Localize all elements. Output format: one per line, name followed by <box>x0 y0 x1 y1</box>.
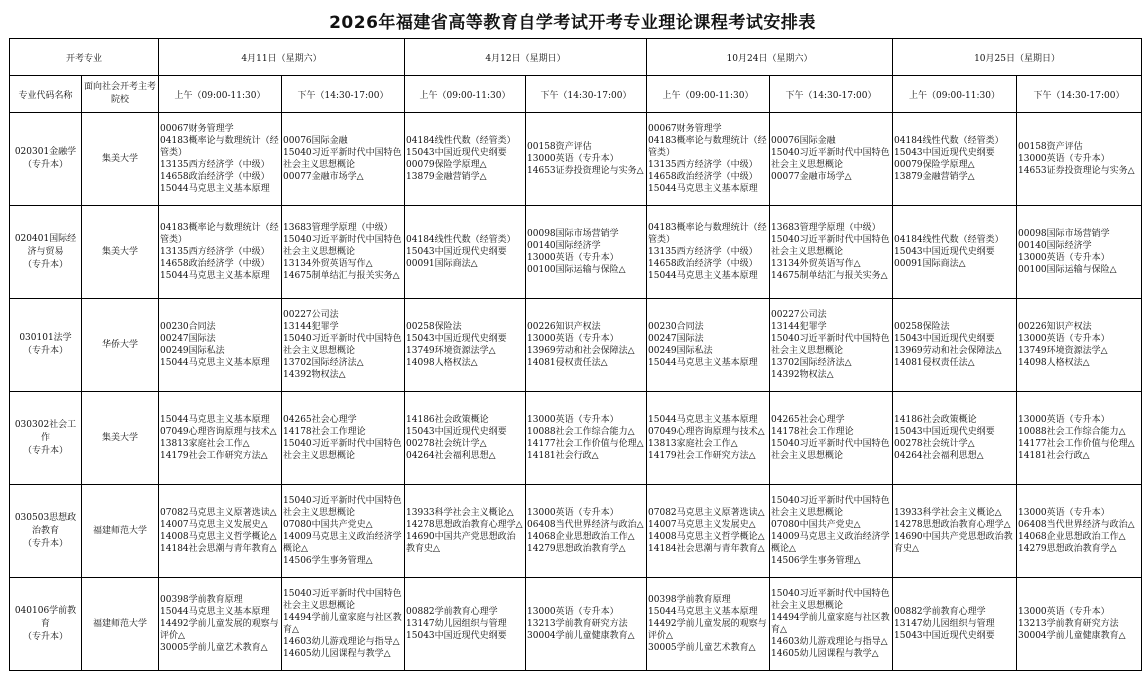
major-cell <box>10 299 82 392</box>
course-slot-cell <box>893 578 1017 671</box>
course-item: 13683管理学原理（中级） <box>283 223 393 233</box>
course-item: 13135西方经济学（中级） <box>160 247 270 257</box>
course-item: 15044马克思主义基本原理 <box>160 358 270 368</box>
course-item: 13933科学社会主义概论△ <box>894 508 1002 518</box>
course-slot-cell <box>405 113 526 206</box>
major-level: （专升本） <box>22 160 68 170</box>
course-slot-cell <box>159 485 282 578</box>
course-item: 13213学前教育研究方法 <box>1018 619 1119 629</box>
course-item: 00247国际法 <box>648 334 704 344</box>
course-item: 14690中国共产党思想政治教育史△ <box>894 532 1013 554</box>
major-cell <box>10 113 82 206</box>
course-item: 13135西方经济学（中级） <box>160 160 270 170</box>
course-item: 13969劳动和社会保障法△ <box>527 346 635 356</box>
course-item: 07049心理咨询原理与技术△ <box>648 427 765 437</box>
course-item: 14179社会工作研究方法△ <box>160 451 268 461</box>
course-item: 04184线性代数（经管类） <box>406 235 516 245</box>
course-item: 13000英语（专升本） <box>527 607 619 617</box>
session-pm-header: 下午（14:30-17:00） <box>770 76 893 113</box>
course-item: 07082马克思主义原著选读△ <box>648 508 765 518</box>
course-item: 14392物权法△ <box>283 370 346 380</box>
course-item: 15040习近平新时代中国特色社会主义思想概论 <box>283 235 402 257</box>
course-item: 00091国际商法△ <box>406 259 478 269</box>
course-item: 14653证券投资理论与实务△ <box>527 166 644 176</box>
course-item: 14506学生事务管理△ <box>283 556 373 566</box>
course-item: 14178社会工作理论 <box>283 427 366 437</box>
course-item: 15040习近平新时代中国特色社会主义思想概论 <box>771 439 890 461</box>
course-item: 13213学前教育研究方法 <box>527 619 628 629</box>
course-item: 00230合同法 <box>160 322 216 332</box>
course-item: 13879金融营销学△ <box>894 172 975 182</box>
course-item: 15044马克思主义基本原理 <box>160 607 270 617</box>
course-item: 00249国际私法 <box>160 346 225 356</box>
course-item: 14181社会行政△ <box>527 451 599 461</box>
course-slot-cell <box>405 206 526 299</box>
course-item: 00278社会统计学△ <box>894 439 975 449</box>
course-item: 14279思想政治教育学△ <box>1018 544 1117 554</box>
course-item: 00098国际市场营销学 <box>527 229 619 239</box>
course-item: 00258保险法 <box>406 322 462 332</box>
course-slot-cell <box>526 206 647 299</box>
course-item: 14081侵权责任法△ <box>527 358 608 368</box>
course-slot-cell <box>647 485 770 578</box>
course-item: 14008马克思主义哲学概论△ <box>648 532 765 542</box>
course-slot-cell <box>770 485 893 578</box>
course-item: 13683管理学原理（中级） <box>771 223 881 233</box>
course-item: 15044马克思主义基本原理 <box>160 271 270 281</box>
course-item: 00226知识产权法 <box>1018 322 1092 332</box>
major-level: （专升本） <box>22 346 68 356</box>
course-item: 10088社会工作综合能力△ <box>1018 427 1126 437</box>
table-row <box>10 206 1142 299</box>
course-item: 00158资产评估 <box>1018 142 1083 152</box>
course-item: 15040习近平新时代中国特色社会主义思想概论 <box>771 148 890 170</box>
course-item: 15040习近平新时代中国特色社会主义思想概论 <box>771 235 890 257</box>
session-pm-header: 下午（14:30-17:00） <box>526 76 647 113</box>
table-row <box>10 485 1142 578</box>
course-item: 00258保险法 <box>894 322 950 332</box>
course-item: 15040习近平新时代中国特色社会主义思想概论 <box>771 334 890 356</box>
course-slot-cell <box>893 113 1017 206</box>
course-item: 14658政治经济学（中级） <box>160 172 270 182</box>
course-slot-cell <box>1017 392 1142 485</box>
course-item: 15043中国近现代史纲要 <box>894 334 995 344</box>
course-slot-cell <box>1017 299 1142 392</box>
major-level: （专升本） <box>22 538 68 549</box>
course-item: 13144犯罪学 <box>283 322 339 332</box>
course-slot-cell <box>159 299 282 392</box>
date-header: 10月24日（星期六） <box>647 39 893 76</box>
course-slot-cell <box>647 578 770 671</box>
course-item: 14675制单结汇与报关实务△ <box>283 271 400 281</box>
course-item: 14392物权法△ <box>771 370 834 380</box>
course-item: 13000英语（专升本） <box>1018 334 1110 344</box>
course-item: 15040习近平新时代中国特色社会主义思想概论 <box>283 496 402 518</box>
course-item: 04184线性代数（经管类） <box>894 136 1004 146</box>
header-row-dates <box>10 39 1142 76</box>
course-item: 00158资产评估 <box>527 142 592 152</box>
course-item: 00227公司法 <box>771 310 827 320</box>
course-item: 07049心理咨询原理与技术△ <box>160 427 277 437</box>
course-item: 14658政治经济学（中级） <box>648 259 758 269</box>
course-item: 15044马克思主义基本原理 <box>160 184 270 194</box>
course-item: 00077金融市场学△ <box>771 172 852 182</box>
course-slot-cell <box>770 392 893 485</box>
course-item: 14605幼儿园课程与教学△ <box>283 649 391 659</box>
session-am-header: 上午（09:00-11:30） <box>647 76 770 113</box>
course-slot-cell <box>770 299 893 392</box>
course-item: 00249国际私法 <box>648 346 713 356</box>
course-item: 13135西方经济学（中级） <box>648 247 758 257</box>
course-item: 13147幼儿园组织与管理 <box>406 619 507 629</box>
course-item: 14007马克思主义发展史△ <box>648 520 756 530</box>
school-cell: 华侨大学 <box>82 299 159 392</box>
course-item: 00067财务管理学 <box>160 124 234 134</box>
table-row <box>10 578 1142 671</box>
course-item: 00076国际金融 <box>771 136 836 146</box>
session-pm-header: 下午（14:30-17:00） <box>1017 76 1142 113</box>
course-item: 15044马克思主义基本原理 <box>648 358 758 368</box>
course-slot-cell <box>282 392 405 485</box>
course-item: 14008马克思主义哲学概论△ <box>160 532 277 542</box>
course-item: 14494学前儿童家庭与社区教育△ <box>283 613 402 635</box>
course-item: 15040习近平新时代中国特色社会主义思想概论 <box>283 589 402 611</box>
course-item: 13000英语（专升本） <box>527 508 619 518</box>
course-slot-cell <box>526 113 647 206</box>
page-title: 2026年福建省高等教育自学考试开考专业理论课程考试安排表 <box>329 13 816 33</box>
course-item: 14098人格权法△ <box>406 358 478 368</box>
course-item: 14494学前儿童家庭与社区教育△ <box>771 613 890 635</box>
school-cell: 集美大学 <box>82 113 159 206</box>
exam-schedule-table <box>9 38 1142 671</box>
course-item: 15040习近平新时代中国特色社会主义思想概论 <box>283 148 402 170</box>
course-item: 07080中国共产党史△ <box>283 520 373 530</box>
course-item: 14653证券投资理论与实务△ <box>1018 166 1135 176</box>
course-item: 13813家庭社会工作△ <box>648 439 738 449</box>
course-slot-cell <box>159 113 282 206</box>
course-slot-cell <box>1017 485 1142 578</box>
course-item: 04265社会心理学 <box>771 415 845 425</box>
date-header: 4月11日（星期六） <box>159 39 405 76</box>
school-cell: 集美大学 <box>82 392 159 485</box>
course-slot-cell <box>159 578 282 671</box>
course-slot-cell <box>893 392 1017 485</box>
course-item: 13135西方经济学（中级） <box>648 160 758 170</box>
course-slot-cell <box>770 578 893 671</box>
major-name: 030302社会工作 <box>14 419 77 443</box>
course-slot-cell <box>159 206 282 299</box>
course-item: 00067财务管理学 <box>648 124 722 134</box>
course-item: 13749环境资源法学△ <box>406 346 496 356</box>
course-item: 14186社会政策概论 <box>406 415 489 425</box>
course-item: 04184线性代数（经管类） <box>406 136 516 146</box>
course-item: 15044马克思主义基本原理 <box>648 607 758 617</box>
major-level: （专升本） <box>22 445 68 456</box>
course-item: 30005学前儿童艺术教育△ <box>648 643 756 653</box>
course-item: 14179社会工作研究方法△ <box>648 451 756 461</box>
course-slot-cell <box>159 392 282 485</box>
major-name: 020301金融学 <box>14 147 77 157</box>
course-slot-cell <box>770 206 893 299</box>
course-slot-cell <box>893 485 1017 578</box>
course-slot-cell <box>282 206 405 299</box>
course-item: 00098国际市场营销学 <box>1018 229 1110 239</box>
course-item: 15044马克思主义基本原理 <box>648 184 758 194</box>
course-item: 15044马克思主义基本原理 <box>648 415 758 425</box>
major-cell <box>10 485 82 578</box>
course-slot-cell <box>282 485 405 578</box>
course-item: 13000英语（专升本） <box>1018 415 1110 425</box>
course-item: 00140国际经济学 <box>1018 241 1092 251</box>
course-item: 13000英语（专升本） <box>527 334 619 344</box>
course-item: 00100国际运输与保险△ <box>527 265 626 275</box>
course-item: 14675制单结汇与报关实务△ <box>771 271 888 281</box>
course-item: 13879金融营销学△ <box>406 172 487 182</box>
course-item: 04264社会福利思想△ <box>894 451 984 461</box>
major-name: 030503思想政治教育 <box>14 512 77 536</box>
course-item: 14658政治经济学（中级） <box>648 172 758 182</box>
major-name: 040106学前教育 <box>14 605 77 629</box>
table-row <box>10 113 1142 206</box>
major-level: （专升本） <box>22 631 68 642</box>
course-item: 13000英语（专升本） <box>1018 607 1110 617</box>
course-item: 00140国际经济学 <box>527 241 601 251</box>
course-item: 14278思想政治教育心理学△ <box>894 520 1011 530</box>
course-item: 15044马克思主义基本原理 <box>648 271 758 281</box>
course-item: 13144犯罪学 <box>771 322 827 332</box>
course-slot-cell <box>1017 578 1142 671</box>
table-row <box>10 299 1142 392</box>
course-slot-cell <box>405 485 526 578</box>
course-slot-cell <box>770 113 893 206</box>
course-item: 13702国际经济法△ <box>771 358 852 368</box>
course-slot-cell <box>526 299 647 392</box>
session-am-header: 上午（09:00-11:30） <box>405 76 526 113</box>
course-slot-cell <box>1017 113 1142 206</box>
course-item: 14186社会政策概论 <box>894 415 977 425</box>
course-item: 15040习近平新时代中国特色社会主义思想概论 <box>283 439 402 461</box>
course-item: 00398学前教育原理 <box>160 595 243 605</box>
course-item: 15044马克思主义基本原理 <box>160 415 270 425</box>
course-item: 15040习近平新时代中国特色社会主义思想概论 <box>283 334 402 356</box>
course-item: 13813家庭社会工作△ <box>160 439 250 449</box>
major-cell <box>10 206 82 299</box>
course-item: 00398学前教育原理 <box>648 595 731 605</box>
major-name: 020401国际经济与贸易 <box>14 233 77 257</box>
course-item: 13147幼儿园组织与管理 <box>894 619 995 629</box>
course-item: 14184社会思潮与青年教育△ <box>160 544 277 554</box>
course-item: 15043中国近现代史纲要 <box>406 247 507 257</box>
session-pm-header: 下午（14:30-17:00） <box>282 76 405 113</box>
course-item: 15043中国近现代史纲要 <box>894 148 995 158</box>
course-item: 15043中国近现代史纲要 <box>894 427 995 437</box>
course-item: 00076国际金融 <box>283 136 348 146</box>
course-slot-cell <box>647 392 770 485</box>
course-item: 14178社会工作理论 <box>771 427 854 437</box>
course-item: 13000英语（专升本） <box>527 253 619 263</box>
course-item: 14492学前儿童发展的观察与评价△ <box>160 619 279 641</box>
course-item: 14184社会思潮与青年教育△ <box>648 544 765 554</box>
course-item: 13000英语（专升本） <box>527 415 619 425</box>
course-item: 15043中国近现代史纲要 <box>894 247 995 257</box>
course-item: 13000英语（专升本） <box>1018 154 1110 164</box>
date-header: 4月12日（星期日） <box>405 39 647 76</box>
course-item: 14177社会工作价值与伦理△ <box>1018 439 1135 449</box>
course-item: 14007马克思主义发展史△ <box>160 520 268 530</box>
course-item: 14279思想政治教育学△ <box>527 544 626 554</box>
course-item: 14177社会工作价值与伦理△ <box>527 439 644 449</box>
course-item: 00226知识产权法 <box>527 322 601 332</box>
course-item: 30005学前儿童艺术教育△ <box>160 643 268 653</box>
course-item: 14278思想政治教育心理学△ <box>406 520 523 530</box>
course-item: 13969劳动和社会保障法△ <box>894 346 1002 356</box>
table-row <box>10 392 1142 485</box>
course-item: 14658政治经济学（中级） <box>160 259 270 269</box>
course-item: 04183概率论与数理统计（经管类） <box>648 136 767 158</box>
major-level: （专升本） <box>22 259 68 270</box>
course-slot-cell <box>282 578 405 671</box>
course-item: 15043中国近现代史纲要 <box>406 631 507 641</box>
course-item: 14603幼儿游戏理论与指导△ <box>283 637 400 647</box>
course-item: 14506学生事务管理△ <box>771 556 861 566</box>
course-item: 00278社会统计学△ <box>406 439 487 449</box>
course-slot-cell <box>647 206 770 299</box>
school-header: 面向社会开考主考院校 <box>82 76 159 113</box>
major-name: 030101法学 <box>19 333 72 343</box>
course-item: 00091国际商法△ <box>894 259 966 269</box>
course-slot-cell <box>405 578 526 671</box>
course-item: 04183概率论与数理统计（经管类） <box>648 223 767 245</box>
course-item: 30004学前儿童健康教育△ <box>1018 631 1126 641</box>
course-slot-cell <box>647 113 770 206</box>
course-item: 04183概率论与数理统计（经管类） <box>160 136 279 158</box>
course-item: 10088社会工作综合能力△ <box>527 427 635 437</box>
course-slot-cell <box>526 485 647 578</box>
course-item: 13702国际经济法△ <box>283 358 364 368</box>
course-slot-cell <box>282 299 405 392</box>
course-item: 07080中国共产党史△ <box>771 520 861 530</box>
course-slot-cell <box>526 392 647 485</box>
course-item: 04264社会福利思想△ <box>406 451 496 461</box>
course-item: 04184线性代数（经管类） <box>894 235 1004 245</box>
school-cell: 集美大学 <box>82 206 159 299</box>
school-cell: 福建师范大学 <box>82 485 159 578</box>
course-item: 00247国际法 <box>160 334 216 344</box>
course-item: 15043中国近现代史纲要 <box>406 427 507 437</box>
course-slot-cell <box>526 578 647 671</box>
course-item: 00079保险学原理△ <box>406 160 487 170</box>
course-slot-cell <box>405 392 526 485</box>
course-slot-cell <box>893 206 1017 299</box>
major-code-name-header: 专业代码名称 <box>10 76 82 113</box>
course-item: 00100国际运输与保险△ <box>1018 265 1117 275</box>
session-am-header: 上午（09:00-11:30） <box>159 76 282 113</box>
course-item: 14081侵权责任法△ <box>894 358 975 368</box>
course-item: 14492学前儿童发展的观察与评价△ <box>648 619 767 641</box>
school-cell: 福建师范大学 <box>82 578 159 671</box>
course-item: 14068企业思想政治工作△ <box>1018 532 1126 542</box>
course-item: 06408当代世界经济与政治△ <box>1018 520 1135 530</box>
course-item: 04183概率论与数理统计（经管类） <box>160 223 279 245</box>
course-item: 13000英语（专升本） <box>527 154 619 164</box>
course-item: 15043中国近现代史纲要 <box>406 148 507 158</box>
course-item: 15040习近平新时代中国特色社会主义思想概论 <box>771 496 890 518</box>
course-item: 06408当代世界经济与政治△ <box>527 520 644 530</box>
course-item: 14603幼儿游戏理论与指导△ <box>771 637 888 647</box>
course-item: 14068企业思想政治工作△ <box>527 532 635 542</box>
major-cell <box>10 392 82 485</box>
major-group-header: 开考专业 <box>10 39 159 76</box>
course-slot-cell <box>893 299 1017 392</box>
course-item: 13000英语（专升本） <box>1018 253 1110 263</box>
course-item: 04265社会心理学 <box>283 415 357 425</box>
course-slot-cell <box>1017 206 1142 299</box>
course-item: 14605幼儿园课程与教学△ <box>771 649 879 659</box>
course-item: 14009马克思主义政治经济学概论△ <box>283 532 402 554</box>
course-item: 13933科学社会主义概论△ <box>406 508 514 518</box>
course-item: 00882学前教育心理学 <box>894 607 986 617</box>
course-item: 15040习近平新时代中国特色社会主义思想概论 <box>771 589 890 611</box>
course-item: 00077金融市场学△ <box>283 172 364 182</box>
course-item: 15043中国近现代史纲要 <box>894 631 995 641</box>
course-slot-cell <box>647 299 770 392</box>
course-item: 13000英语（专升本） <box>1018 508 1110 518</box>
course-item: 14181社会行政△ <box>1018 451 1090 461</box>
course-item: 00079保险学原理△ <box>894 160 975 170</box>
course-item: 15043中国近现代史纲要 <box>406 334 507 344</box>
date-header: 10月25日（星期日） <box>893 39 1142 76</box>
course-item: 13134外贸英语写作△ <box>283 259 373 269</box>
course-item: 00230合同法 <box>648 322 704 332</box>
course-item: 00227公司法 <box>283 310 339 320</box>
course-item: 13134外贸英语写作△ <box>771 259 861 269</box>
course-item: 30004学前儿童健康教育△ <box>527 631 635 641</box>
course-item: 14690中国共产党思想政治教育史△ <box>406 532 516 554</box>
course-slot-cell <box>405 299 526 392</box>
major-cell <box>10 578 82 671</box>
course-item: 13749环境资源法学△ <box>1018 346 1108 356</box>
course-item: 14009马克思主义政治经济学概论△ <box>771 532 890 554</box>
course-item: 00882学前教育心理学 <box>406 607 498 617</box>
course-item: 07082马克思主义原著选读△ <box>160 508 277 518</box>
header-row-sessions <box>10 76 1142 113</box>
session-am-header: 上午（09:00-11:30） <box>893 76 1017 113</box>
course-slot-cell <box>282 113 405 206</box>
course-item: 14098人格权法△ <box>1018 358 1090 368</box>
